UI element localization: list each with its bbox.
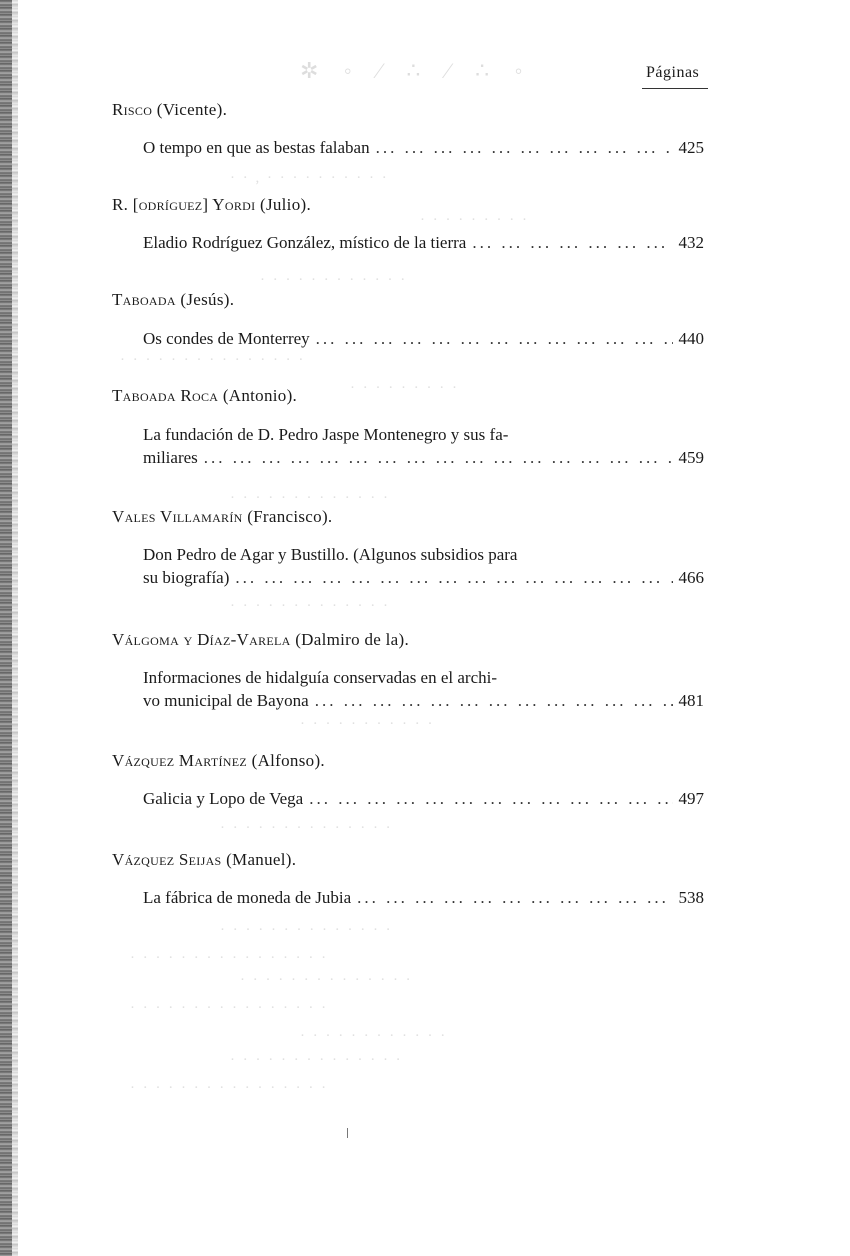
entry-page-number: 481: [678, 691, 704, 710]
author-surname: Válgoma y Díaz-Varela: [112, 630, 291, 649]
toc-entry[interactable]: [143, 886, 704, 909]
entry-line: [143, 689, 704, 712]
author-heading: [112, 195, 311, 215]
dot-leader: [309, 787, 672, 810]
entry-title: La fábrica de moneda de Jubia: [143, 888, 352, 907]
bleed-through-mark: · · · · · · · · · · · · · ·: [220, 922, 393, 938]
entry-title: Eladio Rodríguez González, místico de la tierra: [143, 233, 467, 252]
entry-line: [143, 787, 704, 810]
bleed-through-mark: · · · · · · · · · · · · · · · ·: [130, 950, 329, 966]
toc-entry[interactable]: [143, 231, 704, 254]
entry-line: [143, 423, 704, 446]
bleed-through-header: ✲ ◦ ⁄ ∴ ⁄ ∴ ◦: [300, 58, 533, 83]
author-given-name: (Julio).: [259, 195, 312, 214]
bleed-through-mark: · · · · · · · · ·: [420, 212, 529, 228]
dot-leader: [472, 231, 672, 254]
dot-leader: [376, 136, 673, 159]
author-surname: Vázquez Martínez: [112, 751, 248, 770]
author-heading: [112, 630, 409, 650]
bleed-through-mark: · · · · · · · · · · · · · ·: [230, 1052, 403, 1068]
bleed-through-mark: · · , · · · · · · · · · ·: [230, 170, 389, 186]
entry-line: [143, 231, 704, 254]
dot-leader: [315, 689, 673, 712]
author-surname: Vales Villamarín: [112, 507, 243, 526]
toc-entry[interactable]: [143, 327, 704, 350]
pages-label-rule: [642, 88, 708, 89]
bleed-through-mark: · · · · · · · · · · · · · · · ·: [130, 1000, 329, 1016]
pages-column-label: Páginas: [646, 64, 700, 81]
entry-title-continuation: miliares: [143, 448, 198, 467]
author-given-name: (Jesús).: [180, 290, 235, 309]
bleed-through-mark: · · · · · · · · · · ·: [300, 716, 435, 732]
bleed-through-mark: · · · · · · · · · · · ·: [300, 1028, 448, 1044]
bleed-through-mark: · · · · · · · · · · · · · ·: [240, 972, 413, 988]
author-heading: [112, 507, 332, 527]
toc-entry[interactable]: [143, 666, 704, 712]
author-given-name: (Alfonso).: [251, 751, 325, 770]
bleed-through-mark: · · · · · · · · · · · · · · ·: [120, 352, 306, 368]
dot-leader: [357, 886, 672, 909]
toc-entry[interactable]: [143, 543, 704, 589]
bleed-through-mark: · · · · · · · · ·: [350, 380, 459, 396]
dot-leader: [235, 566, 672, 589]
bleed-through-mark: · · · · · · · · · · · ·: [260, 272, 408, 288]
dot-leader: [316, 327, 673, 350]
entry-line: [143, 666, 704, 689]
entry-line: [143, 446, 704, 469]
entry-page-number: 425: [678, 138, 704, 157]
entry-page-number: 440: [678, 329, 704, 348]
entry-line: [143, 327, 704, 350]
author-surname: Taboada: [112, 290, 176, 309]
author-given-name: (Manuel).: [226, 850, 297, 869]
author-heading: [112, 751, 325, 771]
author-surname: R. [odríguez] Yordi: [112, 195, 256, 214]
entry-page-number: 459: [678, 448, 704, 467]
author-given-name: (Dalmiro de la).: [295, 630, 410, 649]
entry-page-number: 497: [678, 789, 704, 808]
bleed-through-mark: · · · · · · · · · · · · · ·: [220, 820, 393, 836]
toc-entry[interactable]: [143, 136, 704, 159]
entry-title: O tempo en que as bestas falaban: [143, 138, 370, 157]
entry-line: [143, 136, 704, 159]
toc-entry[interactable]: [143, 787, 704, 810]
entry-title-continuation: su biografía): [143, 568, 230, 587]
entry-page-number: 432: [678, 233, 704, 252]
author-surname: Risco: [112, 100, 153, 119]
entry-title: La fundación de D. Pedro Jaspe Montenegro y sus fa-: [143, 425, 509, 444]
entry-title-continuation: vo municipal de Bayona: [143, 691, 309, 710]
author-heading: [112, 290, 234, 310]
bleed-through-mark: · · · · · · · · · · · · · · · ·: [130, 1080, 329, 1096]
entry-title: Informaciones de hidalguía conservadas en el archi-: [143, 668, 498, 687]
author-surname: Taboada Roca: [112, 386, 219, 405]
toc-entry[interactable]: [143, 423, 704, 469]
author-given-name: (Antonio).: [222, 386, 298, 405]
entry-line: [143, 886, 704, 909]
page-binding-shadow: [12, 0, 18, 1256]
author-surname: Vázquez Seijas: [112, 850, 222, 869]
bleed-through-mark: · · · · · · · · · · · · ·: [230, 490, 390, 506]
entry-page-number: 466: [678, 568, 704, 587]
print-mark: [347, 1128, 348, 1138]
entry-title: Os condes de Monterrey: [143, 329, 310, 348]
author-given-name: (Vicente).: [156, 100, 228, 119]
entry-title: Don Pedro de Agar y Bustillo. (Algunos subsidios para: [143, 545, 518, 564]
entry-page-number: 538: [678, 888, 704, 907]
page-binding-edge: [0, 0, 12, 1256]
entry-line: [143, 566, 704, 589]
entry-line: [143, 543, 704, 566]
bleed-through-mark: · · · · · · · · · · · · ·: [230, 598, 390, 614]
author-heading: [112, 850, 296, 870]
entry-title: Galicia y Lopo de Vega: [143, 789, 304, 808]
author-heading: [112, 100, 227, 120]
author-given-name: (Francisco).: [247, 507, 333, 526]
author-heading: [112, 386, 297, 406]
dot-leader: [204, 446, 673, 469]
